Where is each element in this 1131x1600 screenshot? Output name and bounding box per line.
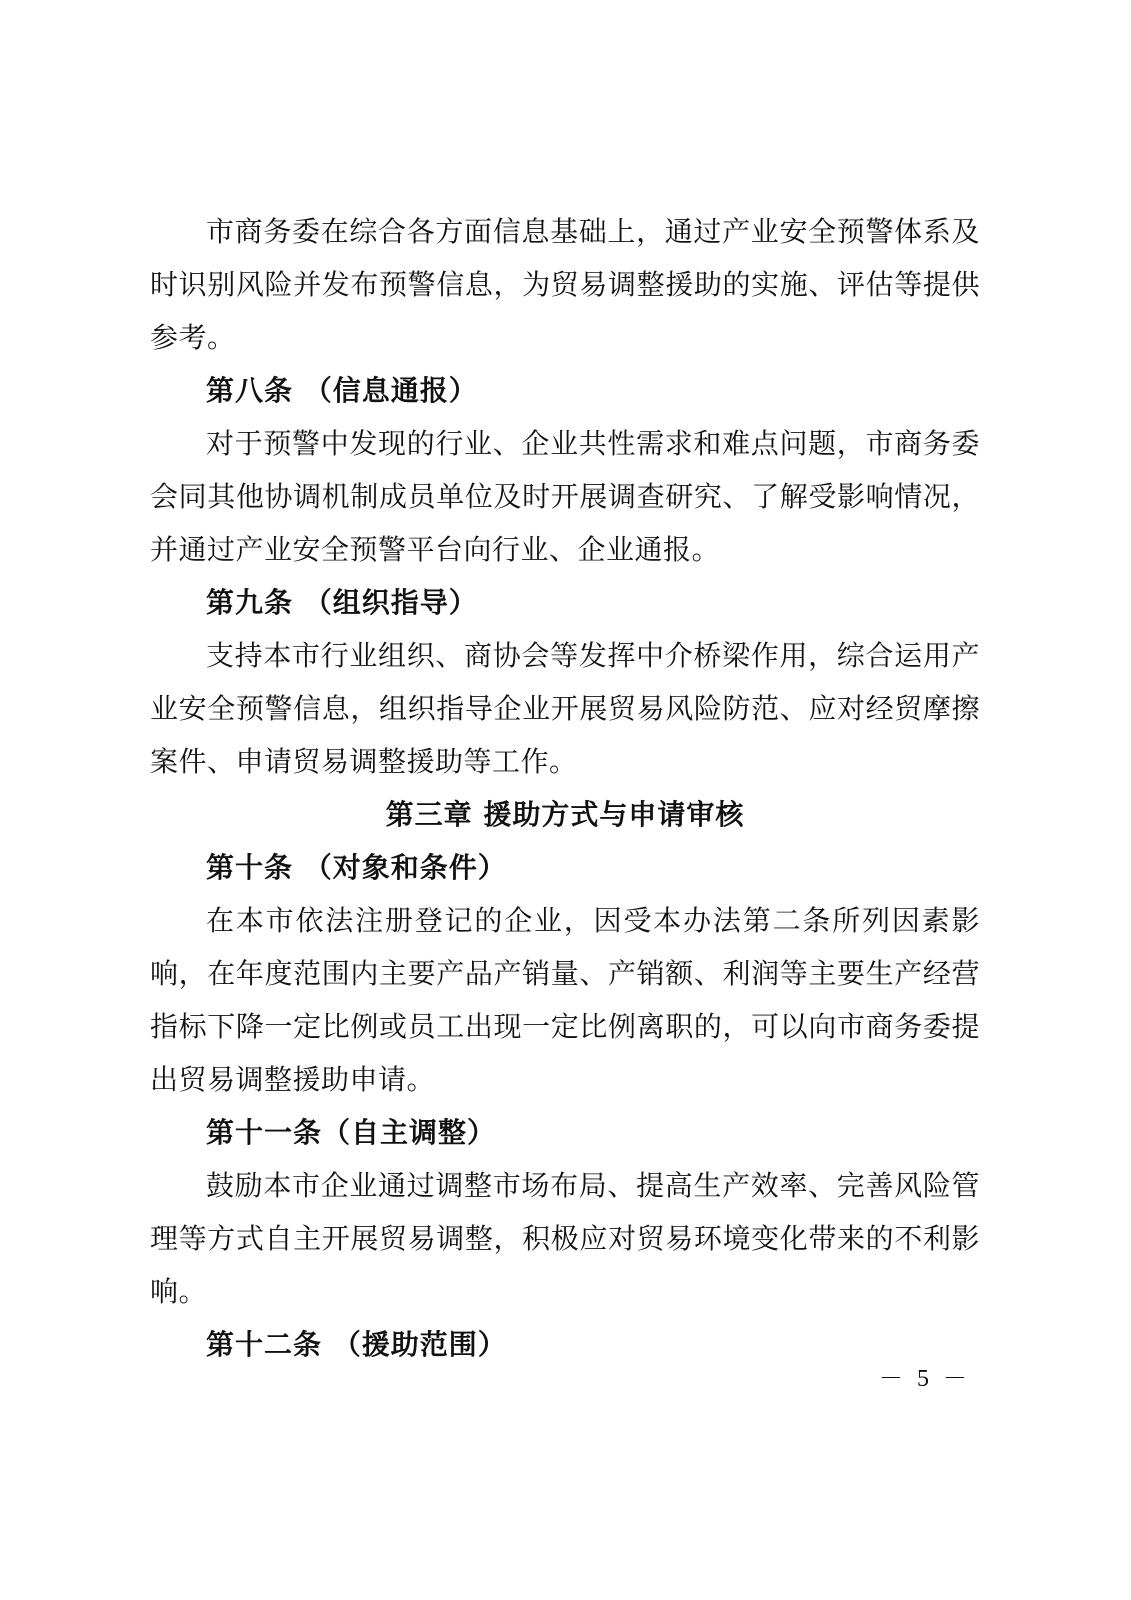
page-number: － 5 － <box>879 1366 971 1392</box>
article-8-heading: 第八条 （信息通报） <box>206 374 478 407</box>
paragraph-article-8: 对于预警中发现的行业、企业共性需求和难点问题，市商务委会同其他协调机制成员单位及时开展调查研究、了解受影响情况，并通过产业安全预警平台向行业、企业通报。 <box>150 427 980 566</box>
paragraph-warning-info: 市商务委在综合各方面信息基础上，通过产业安全预警体系及时识别风险并发布预警信息，为贸易调整援助的实施、评估等提供参考。 <box>150 215 980 354</box>
article-12-heading: 第十二条 （援助范围） <box>206 1328 507 1361</box>
article-9-heading: 第九条 （组织指导） <box>206 586 478 619</box>
paragraph-article-11: 鼓励本市企业通过调整市场布局、提高生产效率、完善风险管理等方式自主开展贸易调整，积极应对贸易环境变化带来的不利影响。 <box>150 1169 980 1308</box>
document-body <box>150 205 980 1371</box>
paragraph-article-9: 支持本市行业组织、商协会等发挥中介桥梁作用，综合运用产业安全预警信息，组织指导企业开展贸易风险防范、应对经贸摩擦案件、申请贸易调整援助等工作。 <box>150 639 980 778</box>
article-10-heading: 第十条 （对象和条件） <box>206 851 507 884</box>
chapter-3-title: 第三章 援助方式与申请审核 <box>385 798 745 831</box>
article-11-heading: 第十一条（自主调整） <box>206 1116 497 1149</box>
paragraph-article-10: 在本市依法注册登记的企业，因受本办法第二条所列因素影响，在年度范围内主要产品产销量、产销额、利润等主要生产经营指标下降一定比例或员工出现一定比例离职的，可以向市商务委提出贸易调整援助申请。 <box>150 904 980 1096</box>
